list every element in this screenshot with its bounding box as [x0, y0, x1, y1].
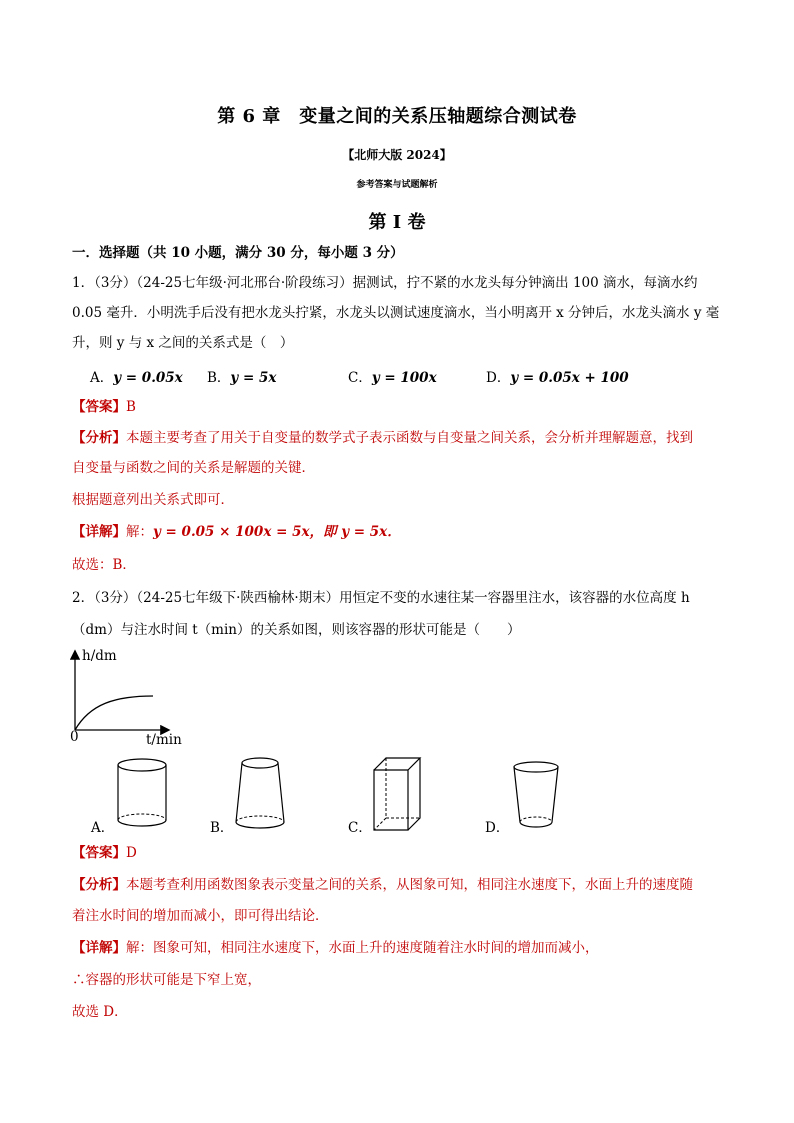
graph-y-label: h/dm — [82, 648, 117, 664]
h-t-curve — [75, 696, 153, 730]
detail-expression: y = 0.05 × 100x = 5x，即 y = 5x． — [153, 524, 401, 540]
graph-origin-label: 0 — [70, 729, 79, 745]
q2-detail — [72, 938, 732, 958]
analysis-tag: 【分析】 — [72, 430, 126, 446]
cylinder-icon — [114, 756, 170, 832]
cuboid-icon — [370, 754, 426, 834]
q1-analysis — [72, 428, 732, 448]
analysis-tag: 【分析】 — [72, 877, 126, 893]
detail-text: 解：图象可知，相同注水速度下，水面上升的速度随着注水时间的增加而减小， — [126, 940, 599, 956]
q2-option-d-label: D． — [485, 820, 510, 836]
answer-tag: 【答案】 — [72, 399, 126, 415]
q1-option-a — [90, 366, 183, 386]
detail-tag: 【详解】 — [72, 524, 126, 540]
section-heading: 一．选择题（共 10 小题，满分 30 分，每小题 3 分） — [72, 245, 404, 261]
q1-option-c — [348, 366, 437, 386]
q2-detail-line: ∴容器的形状可能是下窄上宽， — [72, 972, 261, 988]
answer-value: B — [126, 399, 136, 415]
option-label: D． — [486, 370, 511, 386]
option-label: B． — [207, 370, 231, 386]
q1-choice: 故选：B． — [72, 557, 136, 573]
q1-option-d — [486, 366, 629, 386]
frustum-wide-top-icon — [508, 758, 564, 834]
detail-prefix: 解： — [126, 524, 153, 540]
q2-answer — [72, 843, 732, 863]
option-expression: y = 5x — [230, 370, 277, 386]
answer-value: D — [126, 845, 137, 861]
volume-heading: 第 I 卷 — [368, 212, 426, 233]
answer-tag: 【答案】 — [72, 845, 126, 861]
option-label: A． — [90, 370, 114, 386]
q1-analysis-line: 自变量与函数之间的关系是解题的关键． — [72, 460, 315, 476]
option-expression: y = 0.05x — [113, 370, 183, 386]
q2-option-a-label: A． — [91, 820, 115, 836]
page-title: 第 6 章 变量之间的关系压轴题综合测试卷 — [217, 106, 577, 127]
q1-text-line: 升，则 y 与 x 之间的关系式是（ ） — [72, 335, 294, 351]
q2-option-c-label: C． — [348, 820, 372, 836]
q1-answer — [72, 397, 732, 417]
q2-analysis-line: 着注水时间的增加而减小，即可得出结论． — [72, 908, 329, 924]
q1-analysis-line: 根据题意列出关系式即可． — [72, 492, 234, 508]
edition-label: 【北师大版 2024】 — [342, 148, 452, 162]
analysis-text: 本题考查利用函数图象表示变量之间的关系，从图象可知，相同注水速度下，水面上升的速度随 — [126, 877, 693, 893]
q2-option-b-label: B． — [210, 820, 234, 836]
option-expression: y = 0.05x + 100 — [510, 370, 629, 386]
analysis-text: 本题主要考查了用关于自变量的数学式子表示函数与自变量之间关系，会分析并理解题意，找到 — [126, 430, 693, 446]
q2-choice: 故选 D． — [72, 1004, 128, 1020]
q1-detail — [72, 522, 732, 542]
option-label: C． — [348, 370, 372, 386]
q2-text-line: 2．（3分）（24-25七年级下·陕西榆林·期末）用恒定不变的水速往某一容器里注水，该容器的水位高度 h — [72, 590, 690, 606]
q1-option-b — [207, 366, 276, 386]
reference-label: 参考答案与试题解析 — [356, 180, 438, 190]
q1-text-line: 0.05 毫升．小明洗手后没有把水龙头拧紧，水龙头以测试速度滴水，当小明离开 x 分钟后，水龙头滴水 y 毫 — [72, 305, 720, 321]
detail-tag: 【详解】 — [72, 940, 126, 956]
option-expression: y = 100x — [371, 370, 437, 386]
q1-text-line: 1．（3分）（24-25七年级·河北邢台·阶段练习）据测试，拧不紧的水龙头每分钟滴出 100 滴水，每滴水约 — [72, 275, 698, 291]
graph-x-label: t/min — [146, 732, 182, 748]
q2-text-line: （dm）与注水时间 t（min）的关系如图，则该容器的形状可能是（ ） — [72, 622, 521, 638]
q2-analysis — [72, 875, 732, 895]
frustum-wide-bottom-icon — [232, 755, 288, 835]
